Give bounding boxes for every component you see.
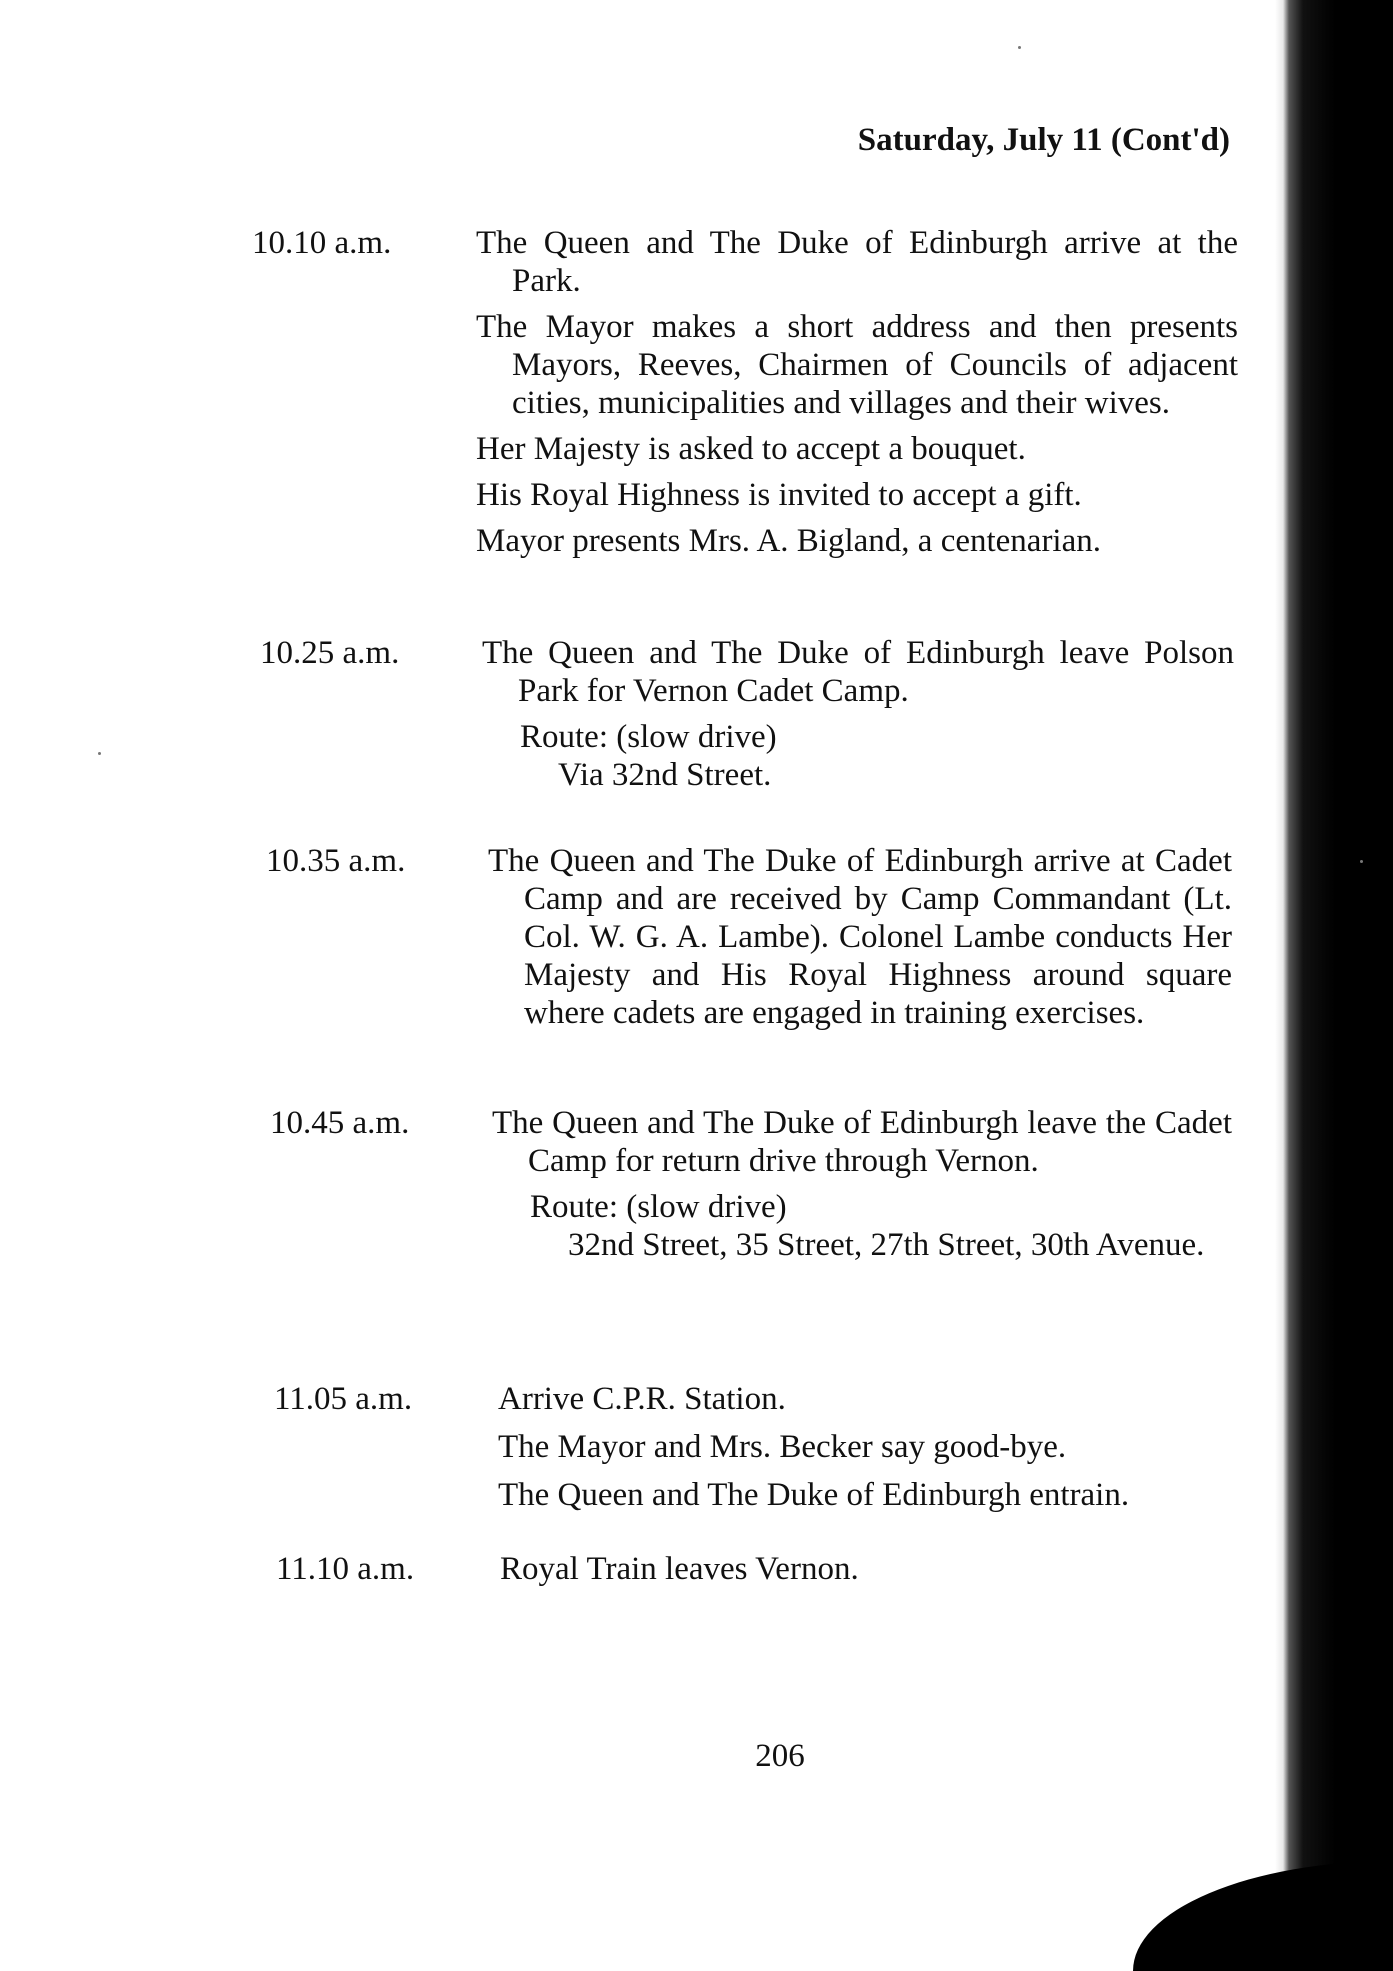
route-block	[530, 1188, 1232, 1264]
entry-time: 10.25 a.m.	[260, 635, 400, 671]
scan-speck	[98, 752, 101, 755]
entry-paragraph: The Mayor and Mrs. Becker say good-bye.	[498, 1429, 1067, 1465]
entry-paragraph: The Queen and The Duke of Edinburgh arrive at the Park.	[476, 225, 1238, 299]
entry-paragraph: Arrive C.P.R. Station.	[498, 1381, 786, 1417]
route-path: Via 32nd Street.	[558, 757, 772, 793]
entry-paragraph: Mayor presents Mrs. A. Bigland, a centenarian.	[476, 523, 1102, 559]
entry-paragraph: His Royal Highness is invited to accept a gift.	[476, 477, 1082, 513]
entry-description	[492, 1104, 1232, 1264]
entry-time: 10.45 a.m.	[270, 1105, 410, 1141]
entry-paragraph: The Queen and The Duke of Edinburgh entrain.	[498, 1477, 1130, 1513]
page-header: Saturday, July 11 (Cont'd)	[857, 122, 1230, 158]
entry-description	[500, 1550, 1236, 1596]
route-label: Route: (slow drive)	[520, 719, 777, 755]
scan-speck	[1018, 46, 1021, 49]
route-label: Route: (slow drive)	[530, 1189, 787, 1225]
scan-speck	[1360, 860, 1363, 863]
entry-description	[498, 1380, 1234, 1522]
entry-time: 10.35 a.m.	[266, 843, 406, 879]
entry-time: 11.05 a.m.	[274, 1381, 413, 1417]
book-binding-shadow	[1275, 0, 1393, 1971]
entry-paragraph: The Queen and The Duke of Edinburgh leave the Cadet Camp for return drive through Vernon.	[492, 1105, 1232, 1179]
entry-paragraph: Her Majesty is asked to accept a bouquet.	[476, 431, 1026, 467]
entry-paragraph: The Queen and The Duke of Edinburgh arrive at Cadet Camp and are received by Camp Commandant (Lt. Col. W. G. A. Lambe). Colonel Lambe conducts Her Majesty and His Royal Highness around square where cadets are engaged in training exercises.	[488, 843, 1232, 1031]
route-block	[520, 718, 1234, 794]
page-number: 206	[755, 1738, 805, 1774]
entry-description	[488, 842, 1232, 1040]
entry-paragraph: The Mayor makes a short address and then presents Mayors, Reeves, Chairmen of Councils of adjacent cities, municipalities and villages and their wives.	[476, 309, 1238, 421]
route-path: 32nd Street, 35 Street, 27th Street, 30th Avenue.	[568, 1227, 1205, 1263]
entry-description	[482, 634, 1234, 794]
entry-description	[476, 224, 1238, 568]
entry-paragraph: Royal Train leaves Vernon.	[500, 1551, 859, 1587]
entry-paragraph: The Queen and The Duke of Edinburgh leave Polson Park for Vernon Cadet Camp.	[482, 635, 1234, 709]
page-curl-shadow	[1133, 1861, 1393, 1971]
entry-time: 10.10 a.m.	[252, 225, 392, 261]
entry-time: 11.10 a.m.	[276, 1551, 415, 1587]
